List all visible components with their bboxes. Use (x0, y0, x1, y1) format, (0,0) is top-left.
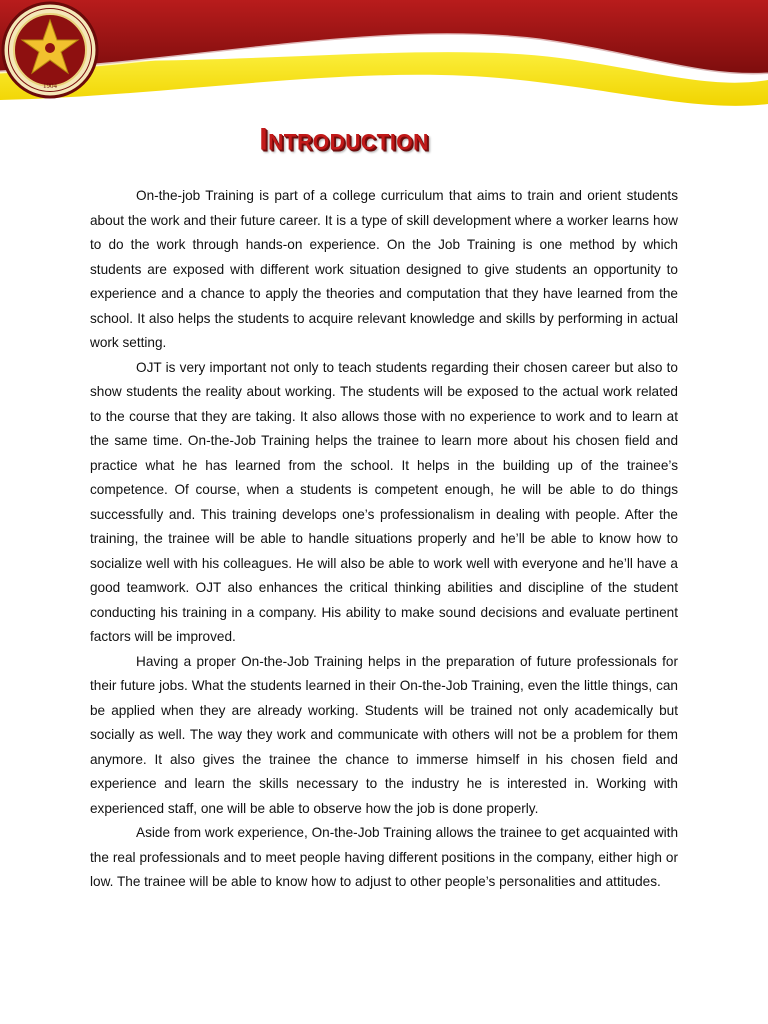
paragraph: Having a proper On-the-Job Training helps in the preparation of future professionals for their future jobs. What the students learned in their On-the-Job Training, even the little things, can be applied when they are already working. Students will be trained not only academically but socially as well. The way they work and communicate with others will not be a problem for them anymore. It also gives the trainee the chance to immerse himself in his chosen field and experience and learn the skills necessary to the industry he is interested in. Working with experienced staff, one will be able to observe how the job is done properly. (90, 653, 678, 816)
paragraph: On-the-job Training is part of a college curriculum that aims to train and orient students about the work and their future career. It is a type of skill development where a worker learns how to do the work through hands-on experience. On the Job Training is one method by which students are exposed with different work situation designed to give students an opportunity to experience and a chance to apply the theories and computation that they have learned from the school. It also helps the students to acquire relevant knowledge and skills by performing in actual work setting. (90, 188, 678, 350)
university-seal (0, 0, 104, 104)
page-title: Introduction (259, 122, 429, 157)
seal-year-text: 1904 (43, 82, 57, 90)
paragraph: Aside from work experience, On-the-Job Training allows the trainee to get acquainted with the real professionals and to meet people having different positions in the company, either high or low. The trainee will be able to know how to adjust to other people’s personalities and attitudes. (90, 825, 678, 889)
paragraph: OJT is very important not only to teach students regarding their chosen career but also to show students the reality about working. The students will be exposed to the actual work related to the course that they are taking. It also allows those with no experience to work and to learn at the same time. On-the-Job Training helps the trainee to learn more about his chosen field and practice what he has learned from the school. It helps in the building up of the trainee’s competence. Of course, when a students is competent enough, he will be able to do things successfully and. This training develops one’s professionalism in dealing with people. After the training, the trainee will be able to handle situations properly and he’ll be able to know how to socialize well with his colleagues. He will also be able to work well with everyone and he’ll have a good teamwork. OJT also enhances the critical thinking abilities and discipline of the student conducting his training in a company. His ability to make sound decisions and evaluate pertinent factors will be improved. (90, 359, 678, 644)
header-banner (0, 0, 768, 110)
title-container (0, 118, 688, 162)
body-text (90, 184, 678, 895)
